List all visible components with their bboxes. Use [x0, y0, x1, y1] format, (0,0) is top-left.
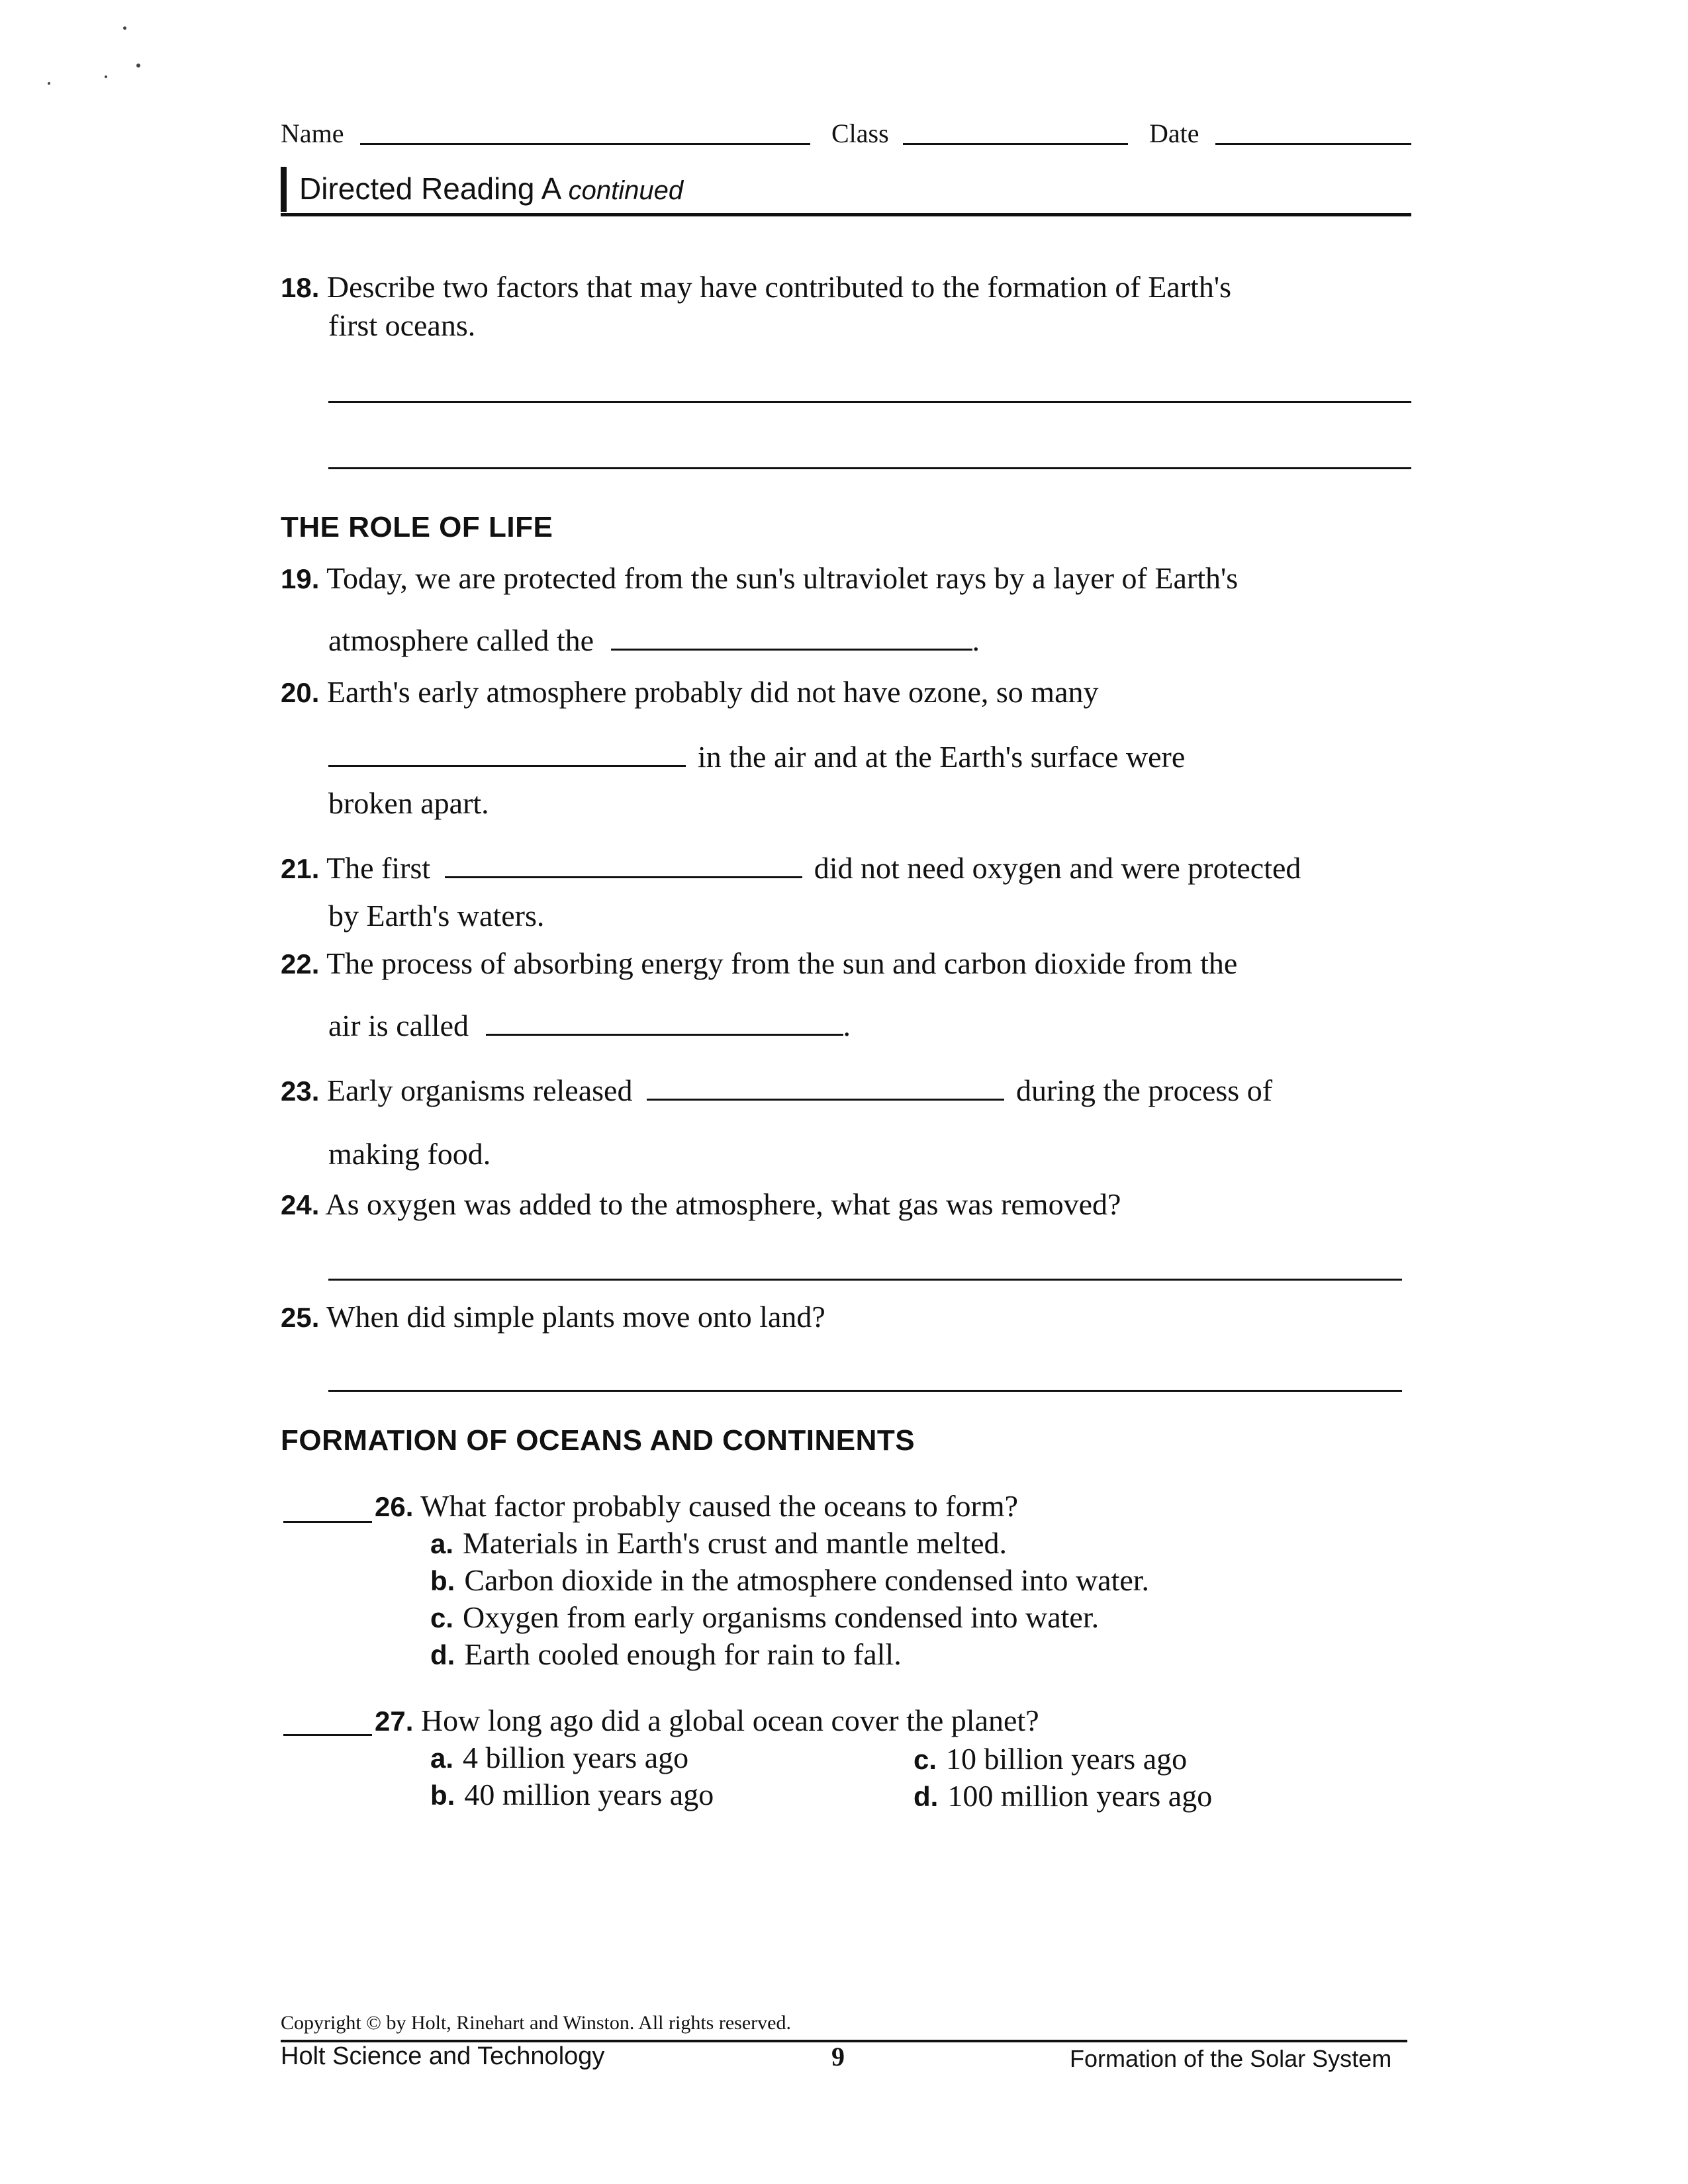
- class-field[interactable]: [903, 143, 1128, 145]
- question-text: did not need oxygen and were protected: [814, 851, 1301, 885]
- scan-speck: [48, 82, 50, 85]
- question-text: How long ago did a global ocean cover the planet?: [420, 1704, 1039, 1737]
- question-number: 19.: [281, 563, 320, 594]
- title-rule: [281, 213, 1411, 216]
- question-text: air is called: [328, 1009, 469, 1042]
- option-text: Carbon dioxide in the atmosphere condensed into water.: [464, 1563, 1150, 1597]
- scan-speck: [105, 75, 107, 78]
- page-number: 9: [831, 2042, 845, 2071]
- option-27-b[interactable]: [430, 1776, 714, 1814]
- date-label: Date: [1149, 118, 1199, 148]
- date-field[interactable]: [1215, 143, 1411, 145]
- question-text: As oxygen was added to the atmosphere, what gas was removed?: [325, 1187, 1121, 1221]
- question-text: during the process of: [1015, 1073, 1273, 1107]
- scan-speck: [136, 64, 140, 68]
- option-letter: d.: [914, 1781, 939, 1812]
- question-text: Describe two factors that may have contributed to the formation of Earth's: [326, 270, 1232, 304]
- name-label: Name: [281, 118, 344, 148]
- option-27-c[interactable]: [914, 1741, 1187, 1778]
- answer-line-18a[interactable]: [328, 401, 1411, 403]
- class-label: Class: [831, 118, 889, 148]
- option-text: 40 million years ago: [464, 1778, 714, 1811]
- answer-line-18b[interactable]: [328, 467, 1411, 469]
- question-21-cont: by Earth's waters.: [328, 899, 545, 933]
- option-text: 4 billion years ago: [463, 1741, 689, 1774]
- page-title: [299, 171, 683, 206]
- option-text: Earth cooled enough for rain to fall.: [464, 1637, 902, 1671]
- question-22: [281, 945, 1237, 983]
- option-text: 100 million years ago: [947, 1779, 1213, 1813]
- title-bar-marker: [281, 167, 287, 212]
- title-suffix: continued: [568, 176, 684, 205]
- question-text: The process of absorbing energy from the sun and carbon dioxide from the: [326, 946, 1238, 980]
- question-text: What factor probably caused the oceans to form?: [420, 1489, 1019, 1523]
- option-letter: b.: [430, 1565, 455, 1596]
- answer-line-25[interactable]: [328, 1390, 1402, 1392]
- question-number: 20.: [281, 677, 320, 708]
- option-27-a[interactable]: [430, 1739, 688, 1777]
- question-text: When did simple plants move onto land?: [326, 1300, 825, 1334]
- punctuation: .: [972, 623, 980, 657]
- punctuation: .: [843, 1009, 851, 1042]
- question-19: [281, 560, 1238, 598]
- question-number: 18.: [281, 272, 320, 303]
- option-26-d[interactable]: [430, 1636, 902, 1674]
- question-18-cont: first oceans.: [328, 308, 476, 342]
- question-27: [375, 1702, 1039, 1740]
- option-letter: a.: [430, 1528, 454, 1559]
- section-heading-role-of-life: THE ROLE OF LIFE: [281, 511, 553, 543]
- question-23-cont: making food.: [328, 1137, 491, 1171]
- question-21: [281, 850, 1301, 887]
- question-text: Today, we are protected from the sun's ultraviolet rays by a layer of Earth's: [326, 561, 1239, 595]
- fill-blank-22[interactable]: [486, 1033, 843, 1036]
- option-text: 10 billion years ago: [946, 1742, 1188, 1776]
- question-number: 25.: [281, 1302, 320, 1333]
- question-22-cont: [328, 1007, 851, 1044]
- option-letter: a.: [430, 1743, 454, 1774]
- option-text: Materials in Earth's crust and mantle melted.: [463, 1526, 1008, 1560]
- footer-publisher: Holt Science and Technology: [281, 2042, 605, 2070]
- option-26-c[interactable]: [430, 1599, 1099, 1637]
- question-text: atmosphere called the: [328, 623, 594, 657]
- option-text: Oxygen from early organisms condensed into water.: [463, 1600, 1100, 1634]
- option-letter: c.: [914, 1744, 937, 1775]
- option-26-a[interactable]: [430, 1525, 1007, 1563]
- question-20-cont: [328, 739, 1185, 776]
- option-letter: b.: [430, 1780, 455, 1811]
- question-number: 23.: [281, 1075, 320, 1107]
- fill-blank-23[interactable]: [647, 1098, 1004, 1101]
- question-number: 26.: [375, 1491, 414, 1522]
- question-number: 22.: [281, 948, 320, 979]
- option-26-b[interactable]: [430, 1562, 1149, 1600]
- question-25: [281, 1298, 825, 1336]
- scan-speck: [123, 26, 126, 30]
- answer-blank-27[interactable]: [283, 1734, 372, 1736]
- question-26: [375, 1488, 1018, 1525]
- question-text: in the air and at the Earth's surface were: [698, 740, 1186, 774]
- question-24: [281, 1186, 1121, 1224]
- fill-blank-19[interactable]: [611, 648, 972, 651]
- name-field[interactable]: [360, 143, 810, 145]
- title-text: Directed Reading A: [299, 171, 560, 206]
- question-text: The first: [326, 851, 431, 885]
- option-27-d[interactable]: [914, 1778, 1212, 1815]
- fill-blank-21[interactable]: [445, 876, 802, 878]
- question-text: Early organisms released: [326, 1073, 633, 1107]
- answer-blank-26[interactable]: [283, 1521, 372, 1523]
- answer-line-24[interactable]: [328, 1279, 1402, 1281]
- fill-blank-20[interactable]: [328, 764, 686, 767]
- question-text: Earth's early atmosphere probably did not have ozone, so many: [326, 675, 1099, 709]
- question-20: [281, 674, 1099, 711]
- question-18: [281, 269, 1231, 306]
- footer-chapter: Formation of the Solar System: [1070, 2045, 1392, 2072]
- copyright: Copyright © by Holt, Rinehart and Winston. All rights reserved.: [281, 2012, 791, 2034]
- question-19-cont: [328, 622, 980, 659]
- question-number: 27.: [375, 1706, 414, 1737]
- question-23: [281, 1072, 1272, 1110]
- question-20-cont2: broken apart.: [328, 786, 489, 820]
- section-heading-oceans: FORMATION OF OCEANS AND CONTINENTS: [281, 1424, 915, 1457]
- question-number: 24.: [281, 1189, 320, 1220]
- option-letter: c.: [430, 1602, 454, 1633]
- option-letter: d.: [430, 1639, 455, 1670]
- question-number: 21.: [281, 853, 320, 884]
